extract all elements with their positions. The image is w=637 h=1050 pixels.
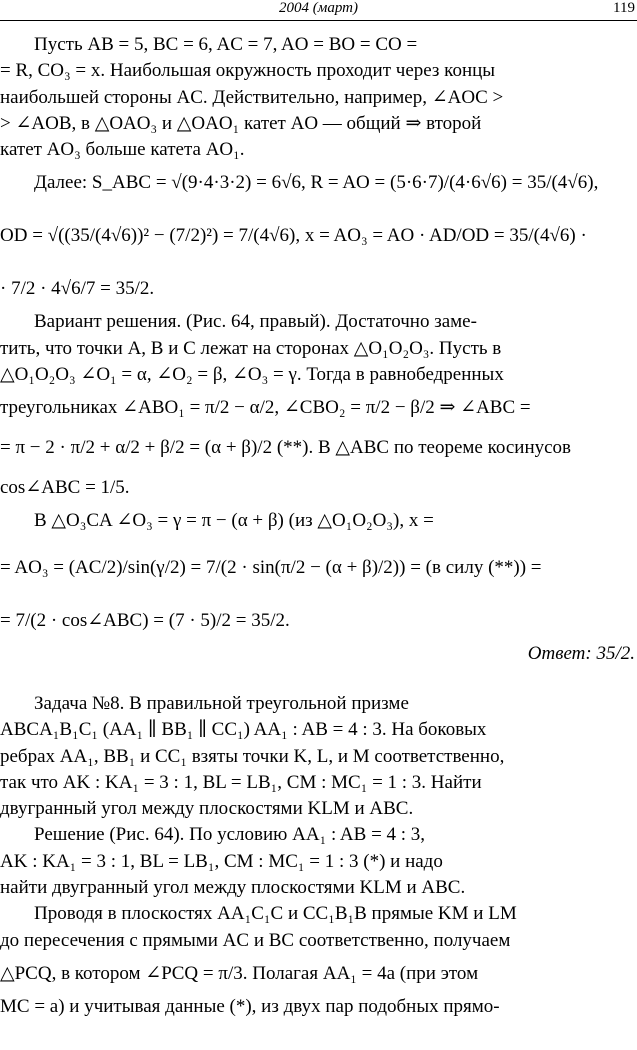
text-line: катет AO₃ больше катета AO₁. — [0, 139, 245, 161]
text-line: треугольниках ∠ABO₁ = π/2 − α/2, ∠CBO₂ = π/2 − β/2 ⇒ ∠ABC = — [0, 397, 531, 419]
running-header — [0, 0, 637, 21]
text-line: Далее: S_ABC = √(9·4·3·2) = 6√6, R = AO = (5·6·7)/(4·6√6) = 35/(4√6), — [34, 172, 599, 194]
text-line: Ответ: 35/2. — [527, 642, 635, 664]
text-line: ребрах AA₁, BB₁ и CC₁ взяты точки K, L, и M соответственно, — [0, 745, 505, 767]
text-line: · 7/2 · 4√6/7 = 35/2. — [0, 278, 155, 300]
text-line: Пусть AB = 5, BC = 6, AC = 7, AO = BO = CO = — [34, 34, 418, 55]
page-number: 119 — [613, 0, 635, 16]
text-line: > ∠AOB, в △OAO₃ и △OAO₁ катет AO — общий ⇒ второй — [0, 112, 482, 134]
text-line: OD = √((35/(4√6))² − (7/2)²) = 7/(4√6), x = AO₃ = AO · AD/OD = 35/(4√6) · — [0, 225, 587, 247]
text-line: = π − 2 · π/2 + α/2 + β/2 = (α + β)/2 (**). В △ABC по теореме косинусов — [0, 437, 572, 459]
text-line: △PCQ, в котором ∠PCQ = π/3. Полагая AA₁ = 4a (при этом — [0, 962, 479, 984]
text-line: так что AK : KA₁ = 3 : 1, BL = LB₁, CM : MC₁ = 1 : 3. Найти — [0, 771, 482, 793]
text-line: cos∠ABC = 1/5. — [0, 477, 130, 499]
text-line: найти двугранный угол между плоскостями KLM и ABC. — [0, 877, 466, 899]
text-line: тить, что точки A, B и C лежат на сторонах △O₁O₂O₃. Пусть в — [0, 337, 502, 359]
header-title: 2004 (март) — [279, 0, 358, 16]
text-line: AK : KA₁ = 3 : 1, BL = LB₁, CM : MC₁ = 1 : 3 (*) и надо — [0, 850, 443, 872]
text-line: наибольшей стороны AC. Действительно, например, ∠AOC > — [0, 86, 504, 108]
text-line: ABCA₁B₁C₁ (AA₁ ∥ BB₁ ∥ CC₁) AA₁ : AB = 4 : 3. На боковых — [0, 719, 487, 741]
text-line: Задача №8. В правильной треугольной призме — [34, 692, 409, 714]
document-body — [0, 32, 637, 1020]
text-line: = 7/(2 · cos∠ABC) = (7 · 5)/2 = 35/2. — [0, 609, 290, 631]
text-line: = AO₃ = (AC/2)/sin(γ/2) = 7/(2 · sin(π/2 − (α + β)/2)) = (в силу (**)) = — [0, 556, 542, 578]
text-line: до пересечения с прямыми AC и BC соответственно, получаем — [0, 929, 511, 951]
spacer — [0, 667, 637, 691]
text-line: Проводя в плоскостях AA₁C₁C и CC₁B₁B прямые KM и LM — [34, 903, 517, 925]
text-line: △O₁O₂O₃ ∠O₁ = α, ∠O₂ = β, ∠O₃ = γ. Тогда в равнобедренных — [0, 364, 504, 386]
text-line: Решение (Рис. 64). По условию AA₁ : AB = 4 : 3, — [34, 824, 426, 846]
text-line: двугранный угол между плоскостями KLM и ABC. — [0, 798, 414, 820]
text-line: = R, CO₃ = x. Наибольшая окружность проходит через концы — [0, 60, 496, 82]
text-line: Вариант решения. (Рис. 64, правый). Достаточно заме- — [34, 311, 477, 333]
text-line: В △O₃CA ∠O₃ = γ = π − (α + β) (из △O₁O₂O₃), x = — [34, 510, 434, 532]
text-line: MC = a) и учитывая данные (*), из двух пар подобных прямо- — [0, 995, 500, 1017]
